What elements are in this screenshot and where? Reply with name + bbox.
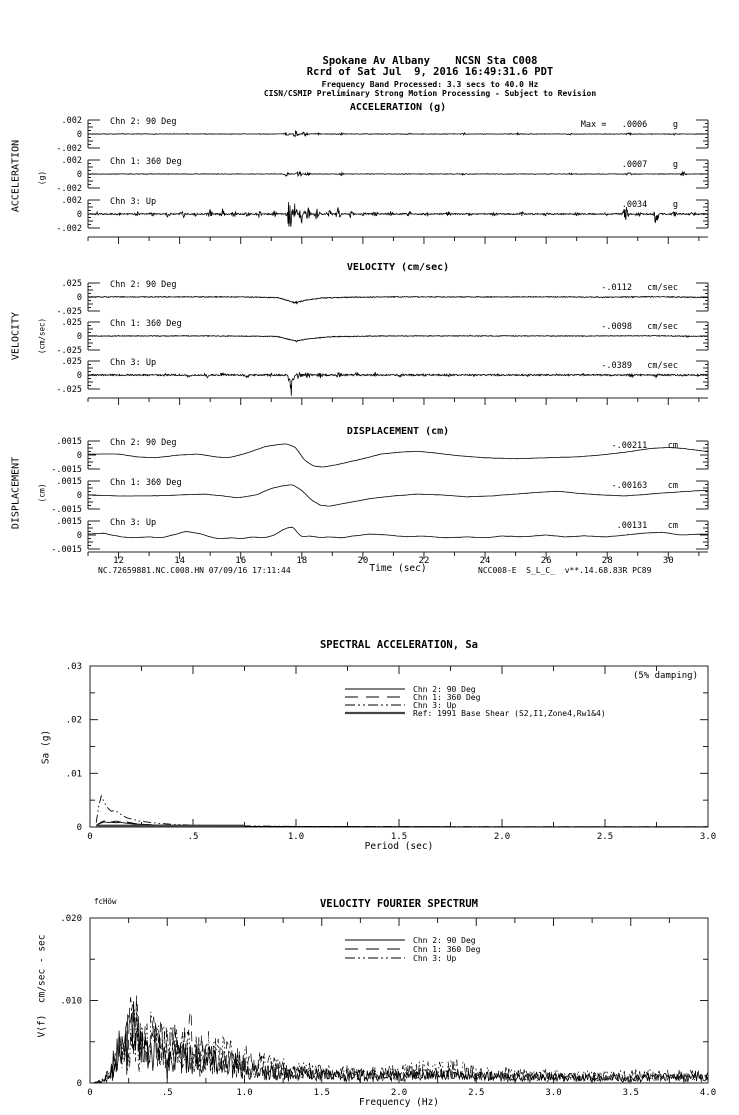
fourier-y-tick-label: .020 [60, 914, 82, 924]
fourier-x-tick-label: 0 [87, 1088, 93, 1098]
displacement-axis-unit: (cm) [37, 483, 47, 503]
fourier-x-tick-label: 3.5 [622, 1088, 639, 1098]
peak-value-label: -.00163 cm [611, 481, 678, 491]
channel-label: Chn 1: 360 Deg [110, 319, 182, 329]
processing-version-footer: NCC008-E S_L_C_ v**.14.68.83R PC89 [478, 566, 652, 575]
acceleration-channel-panel [56, 116, 708, 154]
amplitude-tick-label: 0 [76, 491, 82, 501]
displacement-axis-label: DISPLACEMENT [10, 456, 22, 530]
fourier-x-tick-label: 2.5 [468, 1088, 485, 1098]
record-timestamp: Rcrd of Sat Jul 9, 2016 16:49:31.6 PDT [306, 66, 554, 78]
sa-y-tick-label: .02 [65, 715, 82, 726]
amplitude-tick-label: .0015 [56, 437, 82, 447]
fourier-series [93, 1001, 708, 1083]
sa-x-tick-label: .5 [187, 832, 199, 842]
time-tick-label: 12 [113, 556, 124, 566]
displacement-trace [88, 527, 708, 538]
sa-y-tick-label: .03 [65, 662, 82, 672]
fourier-corner-label: fcHöw [94, 897, 117, 906]
sa-damping-annotation: (5% damping) [632, 671, 698, 681]
peak-value-label: -.0098 cm/sec [601, 322, 678, 332]
peak-value-label: .0034 g [621, 200, 678, 210]
legend-label: Chn 1: 360 Deg [413, 693, 481, 702]
displacement-section-title: DISPLACEMENT (cm) [346, 426, 450, 437]
amplitude-tick-label: .025 [61, 279, 82, 289]
legend-item [345, 936, 476, 945]
amplitude-tick-label: 0 [76, 293, 82, 303]
sa-x-tick-label: 3.0 [699, 832, 717, 842]
sa-x-tick-label: 1.0 [287, 832, 305, 842]
sa-x-tick-label: 2.5 [596, 832, 614, 842]
sa-y-tick-label: 0 [76, 823, 82, 833]
velocity-section [56, 279, 708, 405]
amplitude-tick-label: 0 [76, 451, 82, 461]
acceleration-trace [88, 202, 708, 227]
velocity-channel-panel [56, 318, 708, 356]
time-tick-label: 30 [662, 556, 674, 566]
fourier-plot [60, 914, 716, 1098]
amplitude-tick-label: -.025 [56, 346, 82, 356]
peak-value-label: .00131 cm [616, 521, 678, 531]
time-tick-label: 28 [601, 556, 613, 566]
section-bottom-frame [88, 398, 708, 405]
amplitude-tick-label: -.0015 [51, 545, 82, 555]
time-series-plot [51, 116, 708, 566]
time-tick-label: 26 [540, 556, 552, 566]
sa-series [96, 796, 708, 827]
legend-item [345, 945, 481, 954]
processing-disclaimer: CISN/CSMIP Preliminary Strong Motion Processing - Subject to Revision [263, 89, 597, 98]
amplitude-tick-label: -.025 [56, 307, 82, 317]
sa-x-tick-label: 2.0 [493, 832, 511, 842]
amplitude-tick-label: -.0015 [51, 505, 82, 515]
time-tick-label: 20 [357, 556, 369, 566]
fourier-plot-title: VELOCITY FOURIER SPECTRUM [319, 898, 479, 910]
peak-value-label: .0007 g [621, 160, 678, 170]
sa-x-tick-label: 0 [87, 832, 93, 842]
amplitude-tick-label: .0015 [56, 477, 82, 487]
amplitude-tick-label: .025 [61, 357, 82, 367]
displacement-channel-panel [51, 437, 708, 475]
legend-label: Chn 3: Up [413, 701, 457, 710]
time-axis-label: Time (sec) [369, 563, 427, 574]
sa-plot-title: SPECTRAL ACCELERATION, Sa [319, 639, 479, 651]
amplitude-tick-label: -.0015 [51, 465, 82, 475]
legend-item [345, 954, 457, 963]
sa-x-tick-label: 1.5 [390, 832, 408, 842]
fourier-y-axis-label: V(f) cm/sec - sec [36, 934, 48, 1038]
fourier-x-tick-label: 1.5 [313, 1088, 330, 1098]
acceleration-axis-label: ACCELERATION [10, 139, 22, 213]
fourier-y-tick-label: 0 [76, 1079, 82, 1089]
acceleration-section-title: ACCELERATION (g) [349, 102, 447, 113]
peak-value-label: -.0389 cm/sec [601, 361, 678, 371]
amplitude-tick-label: -.025 [56, 385, 82, 395]
legend-label: Chn 1: 360 Deg [413, 945, 481, 954]
sa-legend [345, 685, 606, 718]
amplitude-tick-label: .002 [61, 156, 82, 166]
acceleration-channel-panel [56, 196, 708, 234]
legend-item [345, 709, 606, 718]
fourier-x-axis-label: Frequency (Hz) [358, 1097, 440, 1108]
amplitude-tick-label: 0 [76, 210, 82, 220]
amplitude-tick-label: -.002 [56, 184, 82, 194]
legend-label: Chn 3: Up [413, 954, 457, 963]
station-title: Spokane Av Albany NCSN Sta C008 [322, 55, 538, 67]
velocity-channel-panel [56, 357, 708, 396]
fourier-x-tick-label: 2.0 [390, 1088, 408, 1098]
fourier-x-tick-label: 4.0 [699, 1088, 717, 1098]
fourier-x-tick-label: .5 [161, 1088, 173, 1098]
acceleration-trace [88, 131, 708, 138]
time-tick-label: 22 [418, 556, 430, 566]
fourier-series [93, 996, 708, 1084]
velocity-axis-label: VELOCITY [10, 311, 22, 361]
frequency-band-line: Frequency Band Processed: 3.3 secs to 40.0 Hz [321, 80, 539, 89]
velocity-trace [88, 296, 708, 303]
velocity-section-title: VELOCITY (cm/sec) [346, 262, 450, 273]
fourier-x-tick-label: 1.0 [236, 1088, 253, 1098]
displacement-channel-panel [51, 517, 708, 555]
sa-y-axis-label: Sa (g) [40, 729, 52, 765]
fourier-legend [345, 936, 481, 963]
channel-label: Chn 2: 90 Deg [110, 280, 177, 290]
time-tick-label: 14 [174, 556, 186, 566]
acceleration-channel-panel [56, 156, 708, 194]
amplitude-tick-label: -.002 [56, 144, 82, 154]
channel-label: Chn 2: 90 Deg [110, 117, 177, 127]
time-tick-label: 18 [296, 556, 308, 566]
legend-label: Chn 2: 90 Deg [413, 936, 476, 945]
acceleration-trace [88, 172, 708, 177]
amplitude-tick-label: 0 [76, 531, 82, 541]
channel-label: Chn 1: 360 Deg [110, 157, 182, 167]
acceleration-section [56, 116, 708, 244]
sa-y-tick-label: .01 [65, 769, 82, 780]
channel-label: Chn 3: Up [110, 518, 157, 528]
velocity-channel-panel [56, 279, 708, 317]
time-tick-label: 16 [235, 556, 247, 566]
velocity-trace [88, 372, 708, 395]
amplitude-tick-label: 0 [76, 130, 82, 140]
velocity-trace [88, 335, 708, 342]
channel-label: Chn 1: 360 Deg [110, 478, 182, 488]
legend-label: Ref: 1991 Base Shear (S2,I1,Zone4,Rw1&4) [413, 709, 606, 718]
displacement-section [51, 437, 708, 566]
peak-value-label: Max = .0006 g [580, 120, 678, 130]
velocity-axis-unit: (cm/sec) [37, 317, 47, 355]
amplitude-tick-label: 0 [76, 332, 82, 342]
amplitude-tick-label: 0 [76, 371, 82, 381]
time-tick-label: 24 [479, 556, 491, 566]
sa-x-axis-label: Period (sec) [364, 841, 434, 852]
section-bottom-frame [88, 237, 708, 244]
amplitude-tick-label: .025 [61, 318, 82, 328]
legend-label: Chn 2: 90 Deg [413, 685, 476, 694]
acceleration-axis-unit: (g) [37, 170, 47, 186]
amplitude-tick-label: .0015 [56, 517, 82, 527]
amplitude-tick-label: 0 [76, 170, 82, 180]
sa-plot [66, 662, 716, 842]
displacement-channel-panel [51, 477, 708, 515]
peak-value-label: -.0112 cm/sec [601, 283, 678, 293]
channel-label: Chn 3: Up [110, 197, 157, 207]
record-id-footer: NC.72659881.NC.C008.HN 07/09/16 17:11:44 [98, 566, 291, 575]
fourier-y-tick-label: .010 [60, 996, 82, 1007]
channel-label: Chn 2: 90 Deg [110, 438, 177, 448]
amplitude-tick-label: .002 [61, 196, 82, 206]
channel-label: Chn 3: Up [110, 358, 157, 368]
amplitude-tick-label: -.002 [56, 224, 82, 234]
amplitude-tick-label: .002 [61, 116, 82, 126]
fourier-x-tick-label: 3.0 [545, 1088, 562, 1098]
peak-value-label: -.00211 cm [611, 441, 678, 451]
